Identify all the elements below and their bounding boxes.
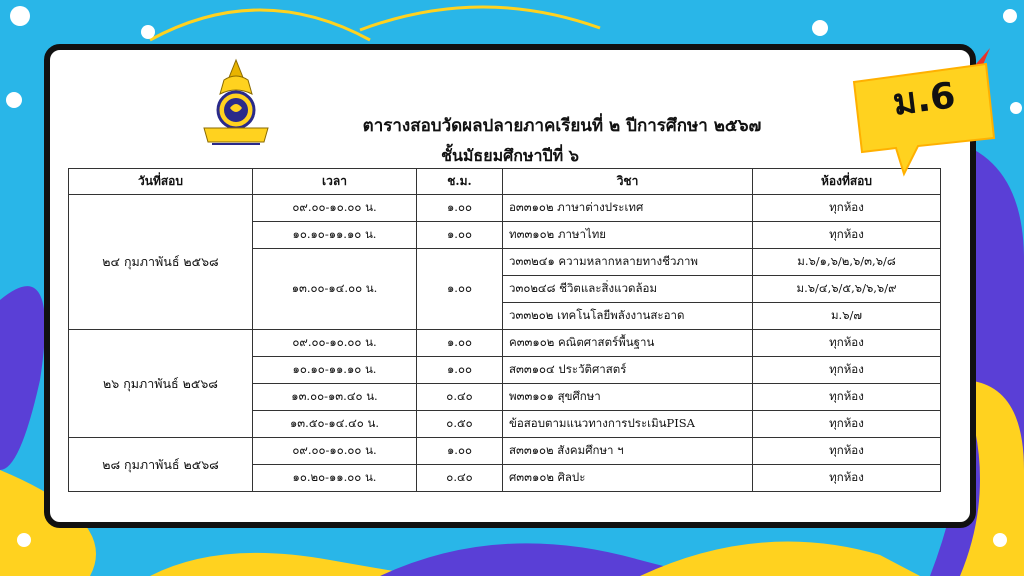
- exam-hours-cell: ๑.๐๐: [417, 249, 503, 330]
- exam-subject-cell: ค๓๓๑๐๒ คณิตศาสตร์พื้นฐาน: [503, 330, 753, 357]
- table-row: [69, 438, 941, 465]
- exam-room-cell: ทุกห้อง: [753, 384, 941, 411]
- exam-hours-cell: ๐.๕๐: [417, 411, 503, 438]
- column-header-room: ห้องที่สอบ: [753, 169, 941, 195]
- exam-subject-cell: ว๓๓๒๐๒ เทคโนโลยีพลังงานสะอาด: [503, 303, 753, 330]
- exam-subject-cell: ศ๓๓๑๐๒ ศิลปะ: [503, 465, 753, 492]
- exam-schedule-table: [68, 168, 941, 492]
- exam-date-cell: ๒๘ กุมภาพันธ์ ๒๕๖๘: [69, 438, 253, 492]
- exam-hours-cell: ๐.๔๐: [417, 465, 503, 492]
- exam-date-cell: ๒๔ กุมภาพันธ์ ๒๕๖๘: [69, 195, 253, 330]
- exam-subject-cell: ส๓๓๑๐๒ สังคมศึกษา ฯ: [503, 438, 753, 465]
- exam-subject-cell: ส๓๓๑๐๔ ประวัติศาสตร์: [503, 357, 753, 384]
- column-header-time: เวลา: [253, 169, 417, 195]
- exam-hours-cell: ๑.๐๐: [417, 330, 503, 357]
- page-title: ตารางสอบวัดผลปลายภาคเรียนที่ ๒ ปีการศึกษา ๒๕๖๗: [362, 116, 762, 136]
- exam-room-cell: ม.๖/๑,๖/๒,๖/๓,๖/๘: [753, 249, 941, 276]
- exam-time-cell: ๑๐.๑๐-๑๑.๑๐ น.: [253, 222, 417, 249]
- exam-room-cell: ม.๖/๔,๖/๕,๖/๖,๖/๙: [753, 276, 941, 303]
- exam-subject-cell: ท๓๓๑๐๒ ภาษาไทย: [503, 222, 753, 249]
- exam-room-cell: ทุกห้อง: [753, 465, 941, 492]
- exam-time-cell: ๑๐.๑๐-๑๑.๑๐ น.: [253, 357, 417, 384]
- exam-time-cell: ๑๓.๐๐-๑๓.๔๐ น.: [253, 384, 417, 411]
- exam-subject-cell: อ๓๓๑๐๒ ภาษาต่างประเทศ: [503, 195, 753, 222]
- exam-time-cell: ๑๓.๕๐-๑๔.๔๐ น.: [253, 411, 417, 438]
- exam-time-cell: ๐๙.๐๐-๑๐.๐๐ น.: [253, 195, 417, 222]
- exam-subject-cell: พ๓๓๑๐๑ สุขศึกษา: [503, 384, 753, 411]
- exam-room-cell: ทุกห้อง: [753, 195, 941, 222]
- exam-subject-cell: ว๓๐๒๔๘ ชีวิตและสิ่งแวดล้อม: [503, 276, 753, 303]
- exam-time-cell: ๐๙.๐๐-๑๐.๐๐ น.: [253, 330, 417, 357]
- exam-room-cell: ม.๖/๗: [753, 303, 941, 330]
- page-subtitle: ชั้นมัธยมศึกษาปีที่ ๖: [441, 146, 579, 165]
- exam-subject-cell: ว๓๓๒๔๑ ความหลากหลายทางชีวภาพ: [503, 249, 753, 276]
- exam-hours-cell: ๑.๐๐: [417, 222, 503, 249]
- table-header-row: [69, 169, 941, 195]
- table-row: [69, 330, 941, 357]
- table-row: [69, 195, 941, 222]
- exam-room-cell: ทุกห้อง: [753, 222, 941, 249]
- column-header-subject: วิชา: [503, 169, 753, 195]
- exam-room-cell: ทุกห้อง: [753, 438, 941, 465]
- exam-hours-cell: ๑.๐๐: [417, 438, 503, 465]
- exam-room-cell: ทุกห้อง: [753, 357, 941, 384]
- exam-hours-cell: ๐.๔๐: [417, 384, 503, 411]
- exam-time-cell: ๑๐.๒๐-๑๑.๐๐ น.: [253, 465, 417, 492]
- exam-date-cell: ๒๖ กุมภาพันธ์ ๒๕๖๘: [69, 330, 253, 438]
- exam-room-cell: ทุกห้อง: [753, 330, 941, 357]
- schedule-card: [44, 44, 976, 528]
- exam-time-cell: ๑๓.๐๐-๑๔.๐๐ น.: [253, 249, 417, 330]
- column-header-date: วันที่สอบ: [69, 169, 253, 195]
- column-header-hours: ช.ม.: [417, 169, 503, 195]
- exam-time-cell: ๐๙.๐๐-๑๐.๐๐ น.: [253, 438, 417, 465]
- exam-room-cell: ทุกห้อง: [753, 411, 941, 438]
- exam-hours-cell: ๑.๐๐: [417, 195, 503, 222]
- exam-subject-cell: ข้อสอบตามแนวทางการประเมินPISA: [503, 411, 753, 438]
- grade-badge-label: ม.6: [890, 75, 958, 124]
- exam-hours-cell: ๑.๐๐: [417, 357, 503, 384]
